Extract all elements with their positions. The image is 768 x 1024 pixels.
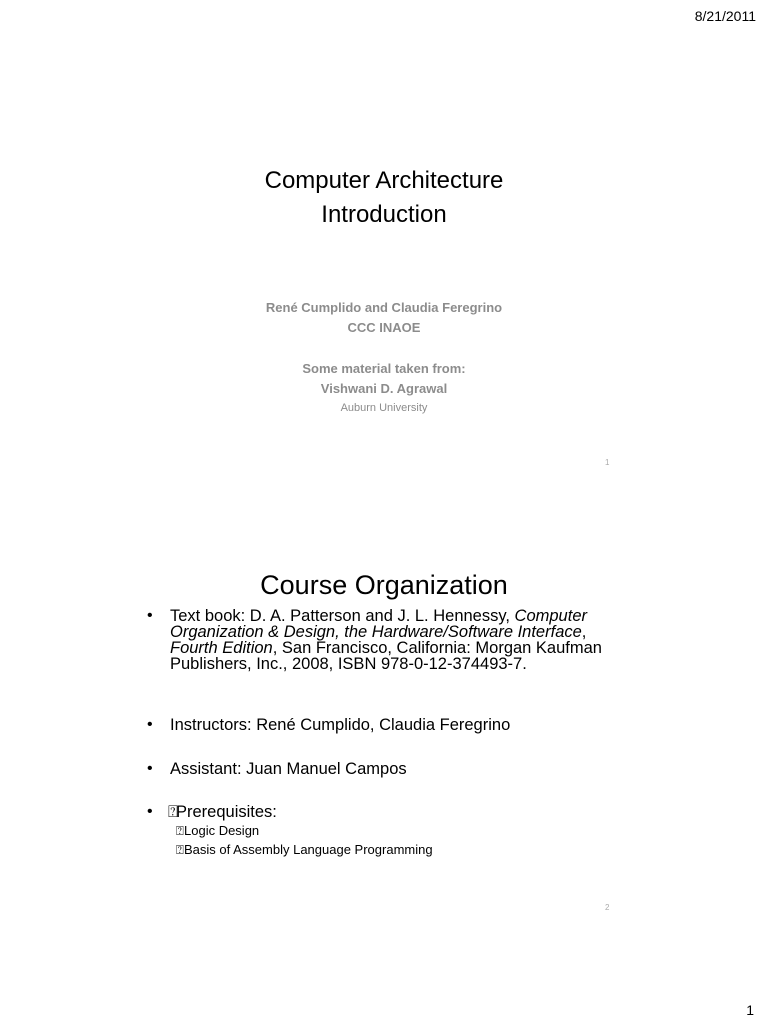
slide1-source-university: Auburn University bbox=[340, 402, 428, 414]
bullet-assistant: Assistant: Juan Manuel Campos bbox=[170, 760, 407, 778]
missing-glyph-icon: ⍰ bbox=[176, 842, 178, 857]
missing-glyph-icon: ⍰ bbox=[168, 803, 172, 821]
slide1-source-label: Some material taken from: bbox=[302, 361, 466, 376]
bullet-marker: • bbox=[147, 607, 153, 624]
slide2-title: Course Organization bbox=[260, 570, 508, 600]
bullet-textbook: Text book: D. A. Patterson and J. L. Hennessy, Computer Organization & Design, the Hardware/Software Interface, Fourth Edition, San Francisco, California: Morgan Kaufman Publishers, Inc., 2008, ISBN 978-0-12-374493-7. bbox=[170, 607, 602, 673]
slide1-authors: René Cumplido and Claudia Feregrino bbox=[265, 300, 503, 315]
slide1-title-line1: Computer Architecture bbox=[264, 167, 504, 194]
prereq-item-logic-design: ⍰ Logic Design bbox=[176, 823, 260, 838]
date-stamp: 8/21/2011 bbox=[694, 8, 756, 24]
prereq-item-assembly: ⍰ Basis of Assembly Language Programming bbox=[176, 842, 433, 857]
bullet-prerequisites: ⍰ Prerequisites: bbox=[168, 803, 277, 821]
slide2-number: 2 bbox=[605, 903, 610, 912]
missing-glyph-icon: ⍰ bbox=[176, 823, 178, 838]
bullet-marker: • bbox=[147, 760, 153, 777]
slide1-institution: CCC INAOE bbox=[347, 320, 421, 335]
bullet-instructors: Instructors: René Cumplido, Claudia Feregrino bbox=[170, 716, 511, 734]
bullet-marker: • bbox=[147, 716, 153, 733]
slide1-title-line2: Introduction bbox=[321, 201, 447, 228]
slide1-number: 1 bbox=[605, 458, 610, 467]
bullet-marker: • bbox=[147, 803, 153, 820]
slide1-source-author: Vishwani D. Agrawal bbox=[320, 381, 448, 396]
page-number: 1 bbox=[746, 1002, 754, 1018]
